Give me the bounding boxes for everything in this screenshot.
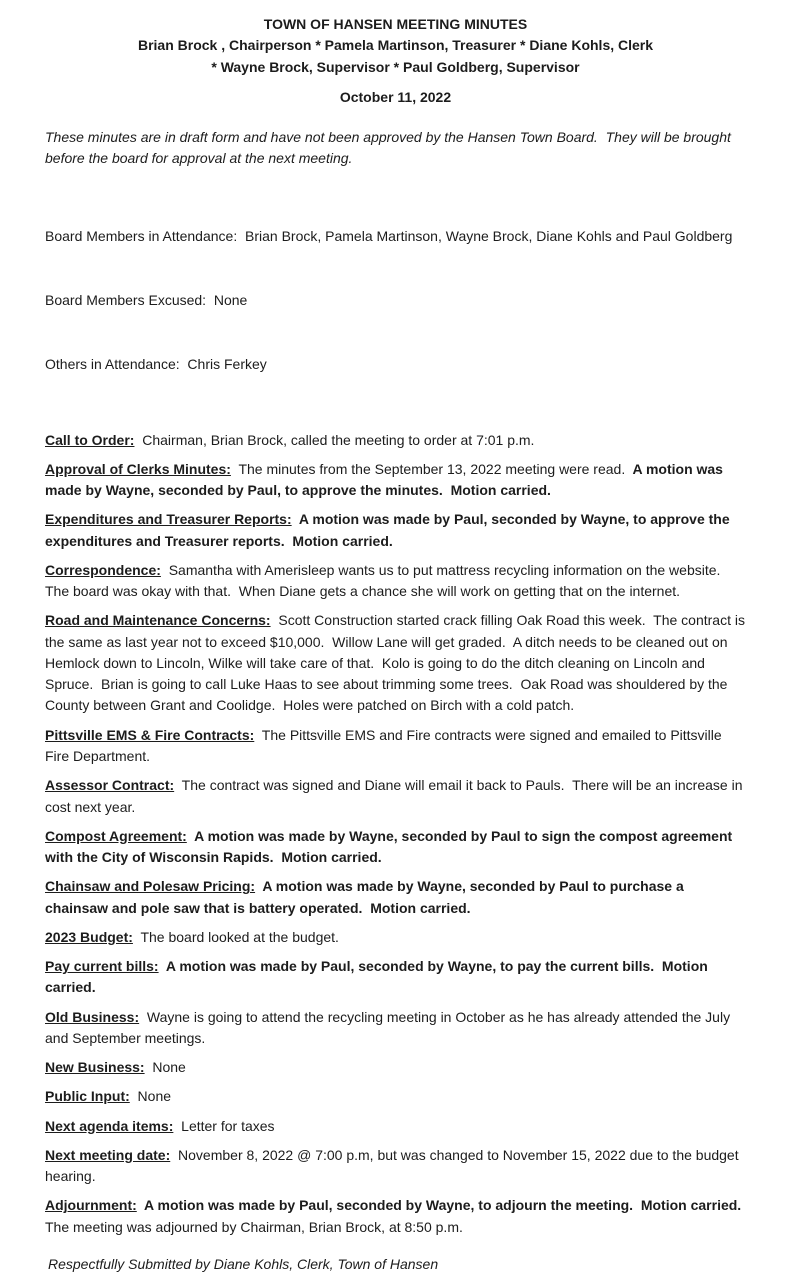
section-heading: Adjournment: <box>45 1197 137 1214</box>
attendance-members: Board Members in Attendance: Brian Brock, Pamela Martinson, Wayne Brock, Diane Kohls and Paul Goldberg <box>45 228 733 245</box>
closing-signature: Respectfully Submitted by Diane Kohls, Clerk, Town of Hansen <box>48 1256 439 1273</box>
section-heading: Expenditures and Treasurer Reports: <box>45 511 292 528</box>
attendance-excused: Board Members Excused: None <box>45 291 248 308</box>
section-heading: Public Input: <box>45 1088 130 1105</box>
minutes-section <box>45 1195 749 1238</box>
section-text: Letter for taxes <box>173 1117 275 1134</box>
section-text: Scott Construction started crack filling Oak Road this week. The contract is the same as last year not to exceed $10,000. Willow Lane will get graded. A ditch needs to be cleaned out on Hemlock down to Lincoln, Wilke will take care of that. Kolo is going to do the ditch cleaning on Lincoln and Spruce. Brian is going to call Luke Haas to see about trimming some trees. Oak Road was shouldered by the County between Grant and Coolidge. Holes were patched on Birch with a cold patch. <box>45 612 749 714</box>
minutes-section <box>45 430 746 451</box>
section-heading: Pay current bills: <box>45 958 159 975</box>
section-text: The minutes from the September 13, 2022 meeting were read. <box>230 460 626 477</box>
section-text: Wayne is going to attend the recycling meeting in October as he has already attended the July and September meetings. <box>45 1008 734 1046</box>
officers-line-2: * Wayne Brock, Supervisor * Paul Goldberg, Supervisor <box>211 58 580 75</box>
minutes-section <box>45 1057 746 1078</box>
minutes-section <box>45 956 746 999</box>
minutes-section <box>45 610 749 716</box>
minutes-section <box>45 1007 746 1050</box>
minutes-section <box>45 509 746 552</box>
minutes-section <box>45 876 746 919</box>
attendance-block <box>45 184 746 418</box>
minutes-section <box>45 560 746 603</box>
minutes-section <box>45 1086 746 1107</box>
section-heading: Next agenda items: <box>45 1117 174 1134</box>
section-text: None <box>144 1059 186 1076</box>
minutes-section <box>45 459 746 502</box>
section-heading: Call to Order: <box>45 431 135 448</box>
section-heading: 2023 Budget: <box>45 928 133 945</box>
section-heading: Road and Maintenance Concerns: <box>45 612 271 629</box>
section-text: None <box>129 1088 172 1105</box>
motion-text: A motion was made by Paul, seconded by Wayne, to pay the current bills. Motion carried. <box>45 958 712 996</box>
motion-text: A motion was made by Wayne, seconded by Paul to purchase a chainsaw and pole saw that is battery operated. Motion carried. <box>45 878 688 916</box>
section-heading: Approval of Clerks Minutes: <box>45 460 231 477</box>
motion-text: A motion was made by Paul, seconded by Wayne, to adjourn the meeting. Motion carried. <box>136 1197 742 1214</box>
section-heading: Chainsaw and Polesaw Pricing: <box>45 878 256 895</box>
section-heading: Next meeting date: <box>45 1146 171 1163</box>
minutes-section <box>45 1145 746 1188</box>
section-text: The board looked at the budget. <box>132 928 339 945</box>
minutes-sections <box>45 430 749 1239</box>
draft-notice: These minutes are in draft form and have not been approved by the Hansen Town Board. They will be brought before the board for approval at the next meeting. <box>45 129 735 167</box>
section-heading: Pittsville EMS & Fire Contracts: <box>45 726 255 743</box>
section-text: The contract was signed and Diane will email it back to Pauls. There will be an increase in cost next year. <box>45 777 747 815</box>
section-text: Chairman, Brian Brock, called the meeting to order at 7:01 p.m. <box>134 431 535 448</box>
section-heading: Compost Agreement: <box>45 827 187 844</box>
section-heading: Correspondence: <box>45 561 161 578</box>
minutes-section <box>45 775 746 818</box>
minutes-section <box>45 927 746 948</box>
section-text: The meeting was adjourned by Chairman, Brian Brock, at 8:50 p.m. <box>45 1197 749 1235</box>
attendance-others: Others in Attendance: Chris Ferkey <box>45 355 267 372</box>
minutes-section <box>45 1116 746 1137</box>
section-heading: Old Business: <box>45 1008 140 1025</box>
section-text: November 8, 2022 @ 7:00 p.m, but was changed to November 15, 2022 due to the budget hearing. <box>45 1146 743 1185</box>
minutes-section <box>45 826 746 869</box>
officers-line-1: Brian Brock , Chairperson * Pamela Martinson, Treasurer * Diane Kohls, Clerk <box>137 37 654 54</box>
section-heading: Assessor Contract: <box>45 777 175 794</box>
section-heading: New Business: <box>45 1059 145 1076</box>
section-text: The Pittsville EMS and Fire contracts were signed and emailed to Pittsville Fire Department. <box>45 726 726 764</box>
motion-text: A motion was made by Paul, seconded by Wayne, to approve the expenditures and Treasurer reports. Motion carried. <box>45 511 734 549</box>
minutes-section <box>45 725 746 768</box>
section-text: Samantha with Amerisleep wants us to put mattress recycling information on the website. The board was okay with that. When Diane gets a chance she will work on getting that on the internet. <box>45 561 728 600</box>
document-title: TOWN OF HANSEN MEETING MINUTES <box>263 16 528 32</box>
motion-text: A motion was made by Wayne, seconded by Paul, to approve the minutes. Motion carried. <box>45 460 727 499</box>
motion-text: A motion was made by Wayne, seconded by Paul to sign the compost agreement with the City of Wisconsin Rapids. Motion carried. <box>45 827 737 866</box>
meeting-date: October 11, 2022 <box>339 88 452 105</box>
